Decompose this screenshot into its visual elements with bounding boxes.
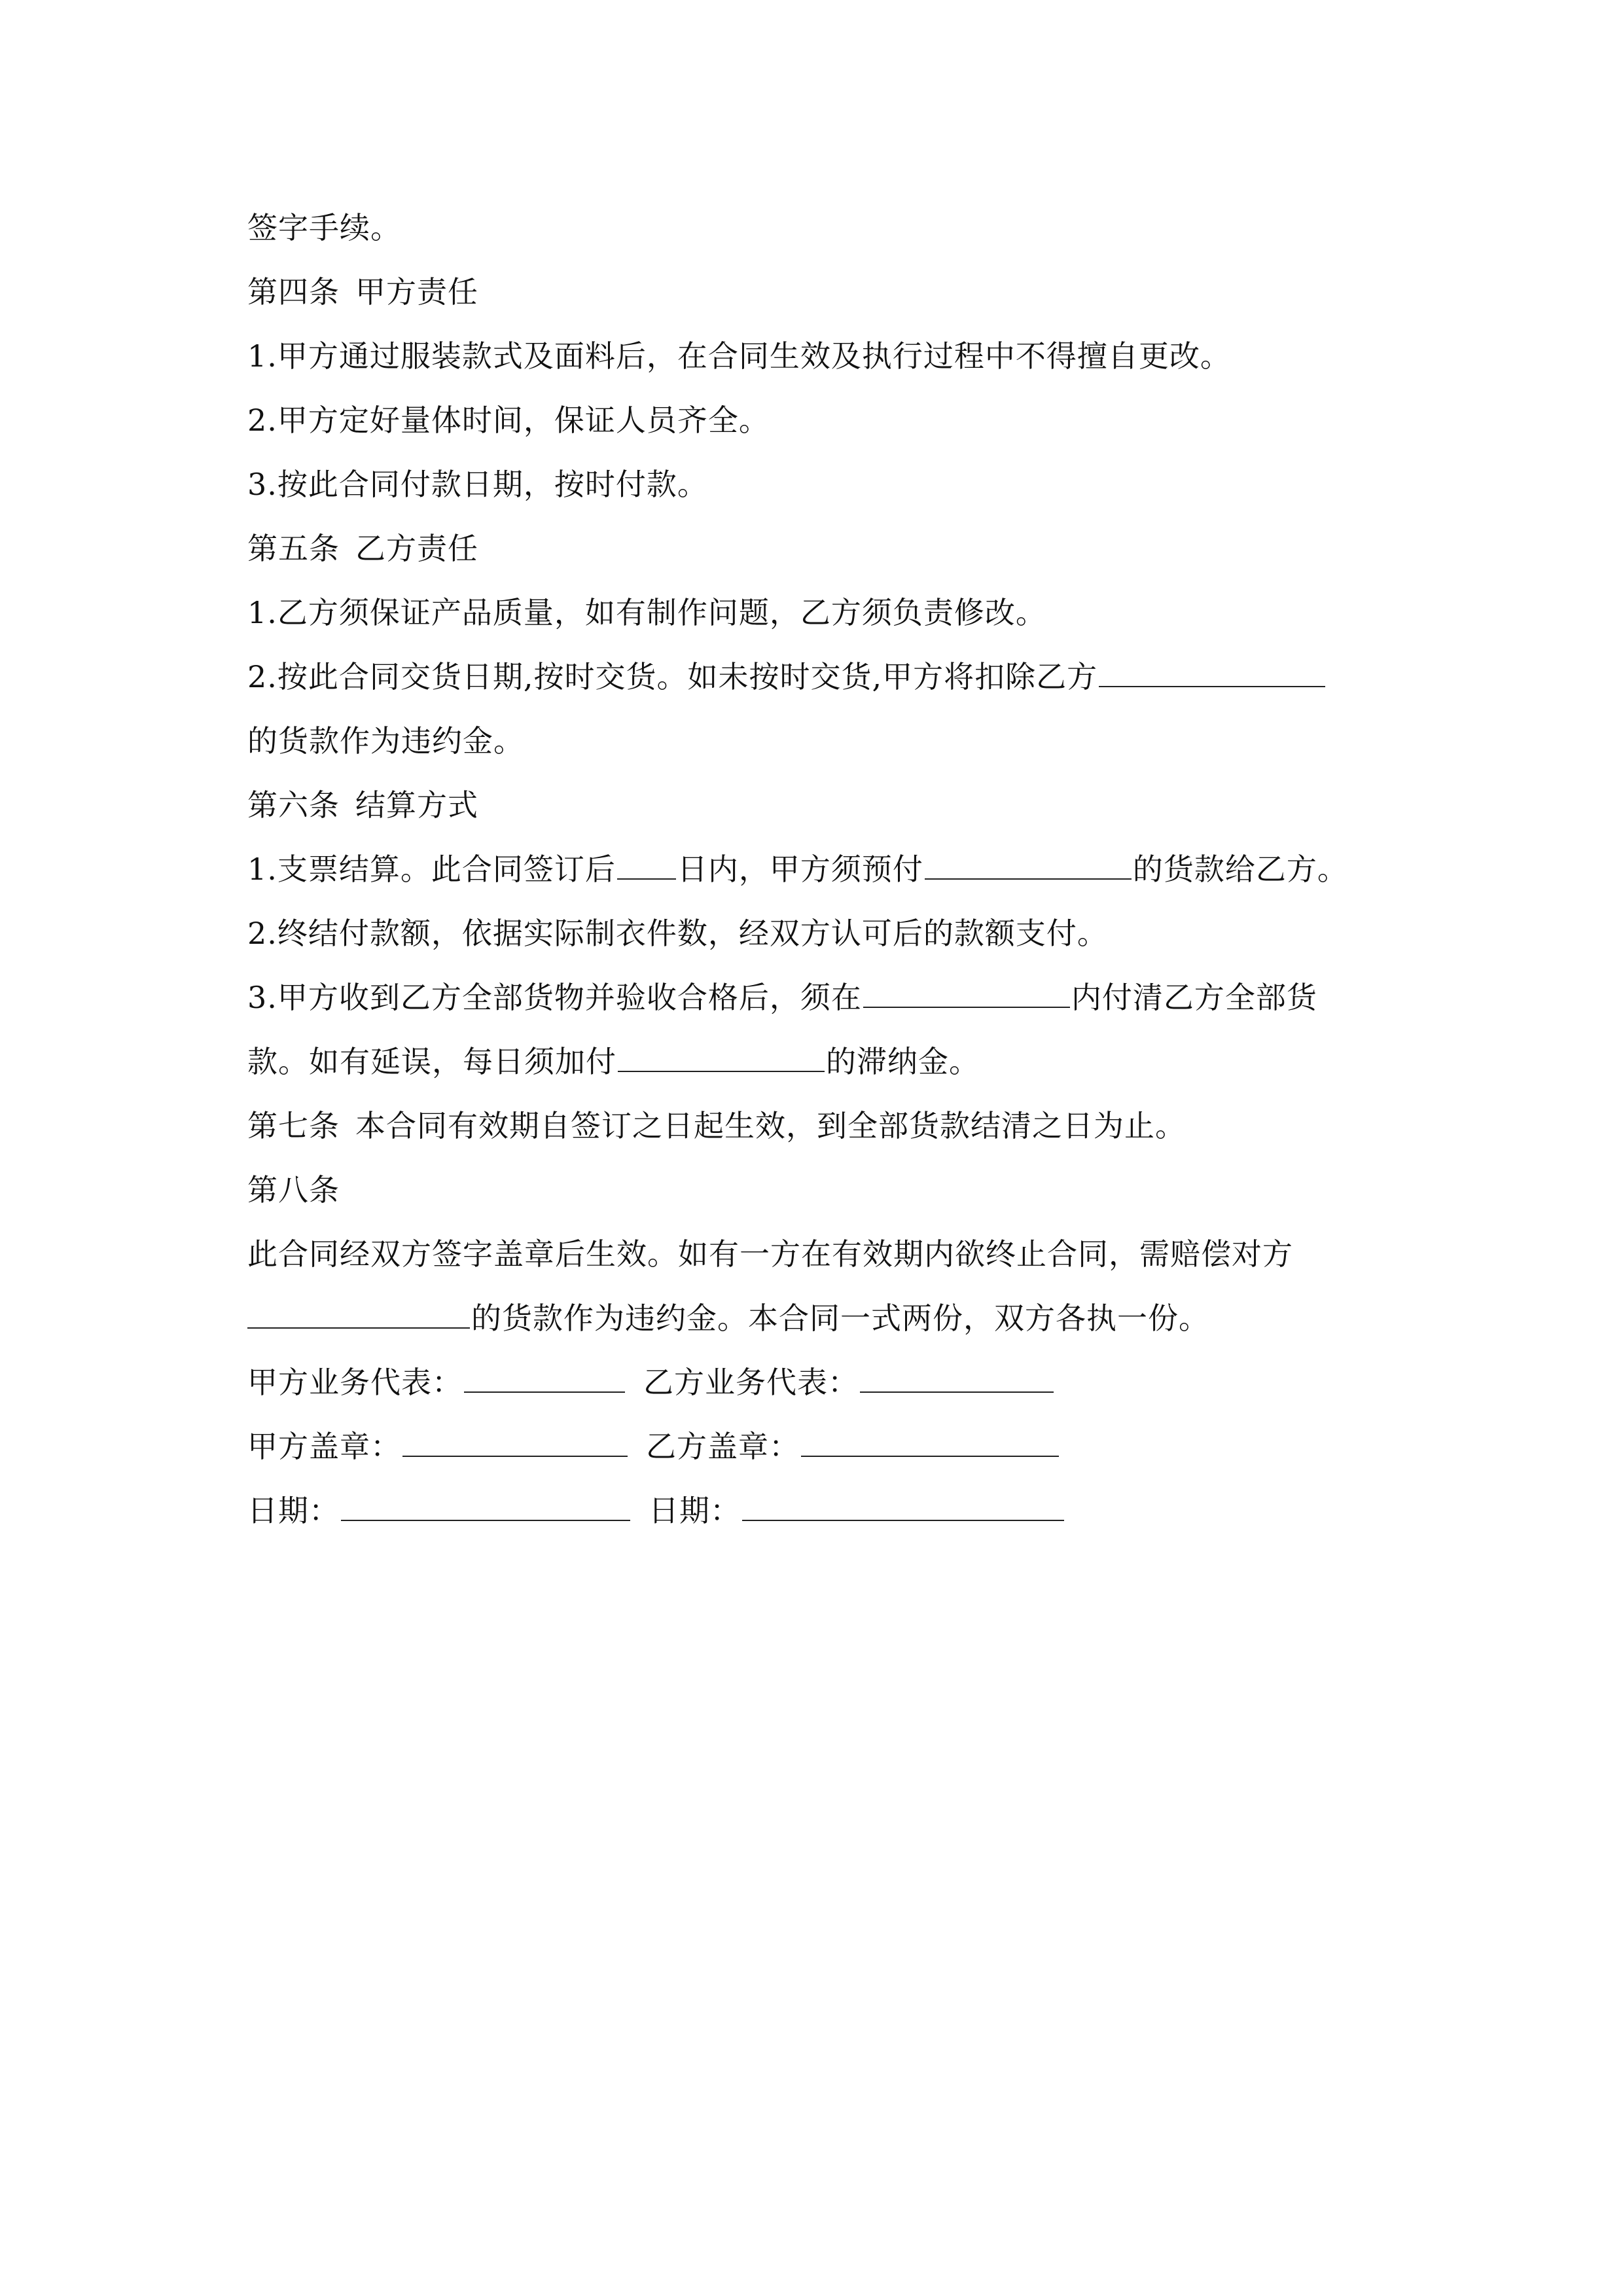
clause-continuation: 签字手续。 — [247, 210, 401, 245]
clause-item: 的货款给乙方。 — [1132, 852, 1348, 887]
clause-item: 日内，甲方须预付 — [677, 852, 923, 887]
text-line — [247, 721, 524, 761]
clause-title: 乙方责任 — [355, 531, 478, 566]
clause-item: 3.按此合同付款日期，按时付款。 — [247, 467, 708, 502]
clause-heading-5 — [247, 529, 478, 568]
clause-item: 款。如有延误，每日须加付 — [247, 1044, 616, 1079]
text-line — [247, 978, 1317, 1017]
clause-item: 2.甲方定好量体时间，保证人员齐全。 — [247, 403, 770, 438]
party-b-date-field[interactable] — [742, 1491, 1064, 1521]
fill-in-blank[interactable] — [247, 1299, 470, 1329]
fill-in-blank[interactable] — [863, 978, 1070, 1008]
text-line — [247, 336, 1231, 376]
party-b-rep-label: 乙方业务代表： — [643, 1365, 859, 1400]
clause-title: 甲方责任 — [355, 274, 478, 310]
clause-item: 1.甲方通过服装款式及面料后，在合同生效及执行过程中不得擅自更改。 — [247, 338, 1231, 374]
text-line — [247, 1042, 980, 1081]
party-a-rep-label: 甲方业务代表： — [247, 1365, 463, 1400]
text-line — [247, 1299, 1209, 1338]
text-line — [247, 208, 401, 247]
party-a-seal-field[interactable] — [402, 1427, 628, 1457]
clause-item: 内付清乙方全部货 — [1071, 980, 1317, 1015]
party-b-rep-field[interactable] — [860, 1363, 1054, 1393]
fill-in-blank[interactable] — [925, 850, 1132, 880]
signature-row-seal — [247, 1427, 1060, 1466]
text-line — [247, 914, 1108, 953]
text-line — [247, 657, 1327, 696]
clause-title: 本合同有效期自签订之日起生效，到全部货款结清之日为止。 — [355, 1108, 1186, 1143]
clause-heading-6 — [247, 785, 478, 825]
clause-number: 第八条 — [247, 1172, 340, 1208]
clause-heading-8 — [247, 1170, 340, 1210]
party-b-date-label: 日期： — [649, 1493, 741, 1528]
clause-item: 3.甲方收到乙方全部货物并验收合格后，须在 — [247, 980, 862, 1015]
party-a-date-field[interactable] — [341, 1491, 630, 1521]
clause-title: 结算方式 — [355, 787, 478, 823]
clause-heading-4 — [247, 272, 478, 312]
clause-item: 2.终结付款额，依据实际制衣件数，经双方认可后的款额支付。 — [247, 916, 1108, 951]
clause-item: 的滞纳金。 — [826, 1044, 980, 1079]
text-line — [247, 593, 1046, 632]
clause-item: 此合同经双方签字盖章后生效。如有一方在有效期内欲终止合同，需赔偿对方 — [247, 1236, 1293, 1272]
clause-number: 第四条 — [247, 274, 340, 310]
clause-item: 的货款作为违约金。 — [247, 723, 524, 759]
clause-item: 1.支票结算。此合同签订后 — [247, 852, 616, 887]
text-line — [247, 465, 708, 504]
signature-row-rep — [247, 1363, 1055, 1402]
fill-in-blank[interactable] — [617, 850, 676, 880]
text-line — [247, 1234, 1293, 1274]
clause-item: 1.乙方须保证产品质量，如有制作问题，乙方须负责修改。 — [247, 595, 1046, 630]
clause-item: 的货款作为违约金。本合同一式两份，双方各执一份。 — [471, 1300, 1209, 1336]
fill-in-blank[interactable] — [618, 1042, 825, 1072]
text-line — [247, 850, 1348, 889]
party-a-date-label: 日期： — [247, 1493, 340, 1528]
party-b-seal-field[interactable] — [801, 1427, 1059, 1457]
party-a-rep-field[interactable] — [464, 1363, 625, 1393]
fill-in-blank[interactable] — [1099, 657, 1325, 687]
clause-number: 第五条 — [247, 531, 340, 566]
clause-number: 第六条 — [247, 787, 340, 823]
signature-row-date — [247, 1491, 1065, 1530]
party-b-seal-label: 乙方盖章： — [646, 1429, 800, 1464]
clause-heading-7 — [247, 1106, 1186, 1145]
text-line — [247, 401, 770, 440]
clause-number: 第七条 — [247, 1108, 340, 1143]
clause-item: 2.按此合同交货日期,按时交货。如未按时交货,甲方将扣除乙方 — [247, 659, 1098, 694]
party-a-seal-label: 甲方盖章： — [247, 1429, 401, 1464]
